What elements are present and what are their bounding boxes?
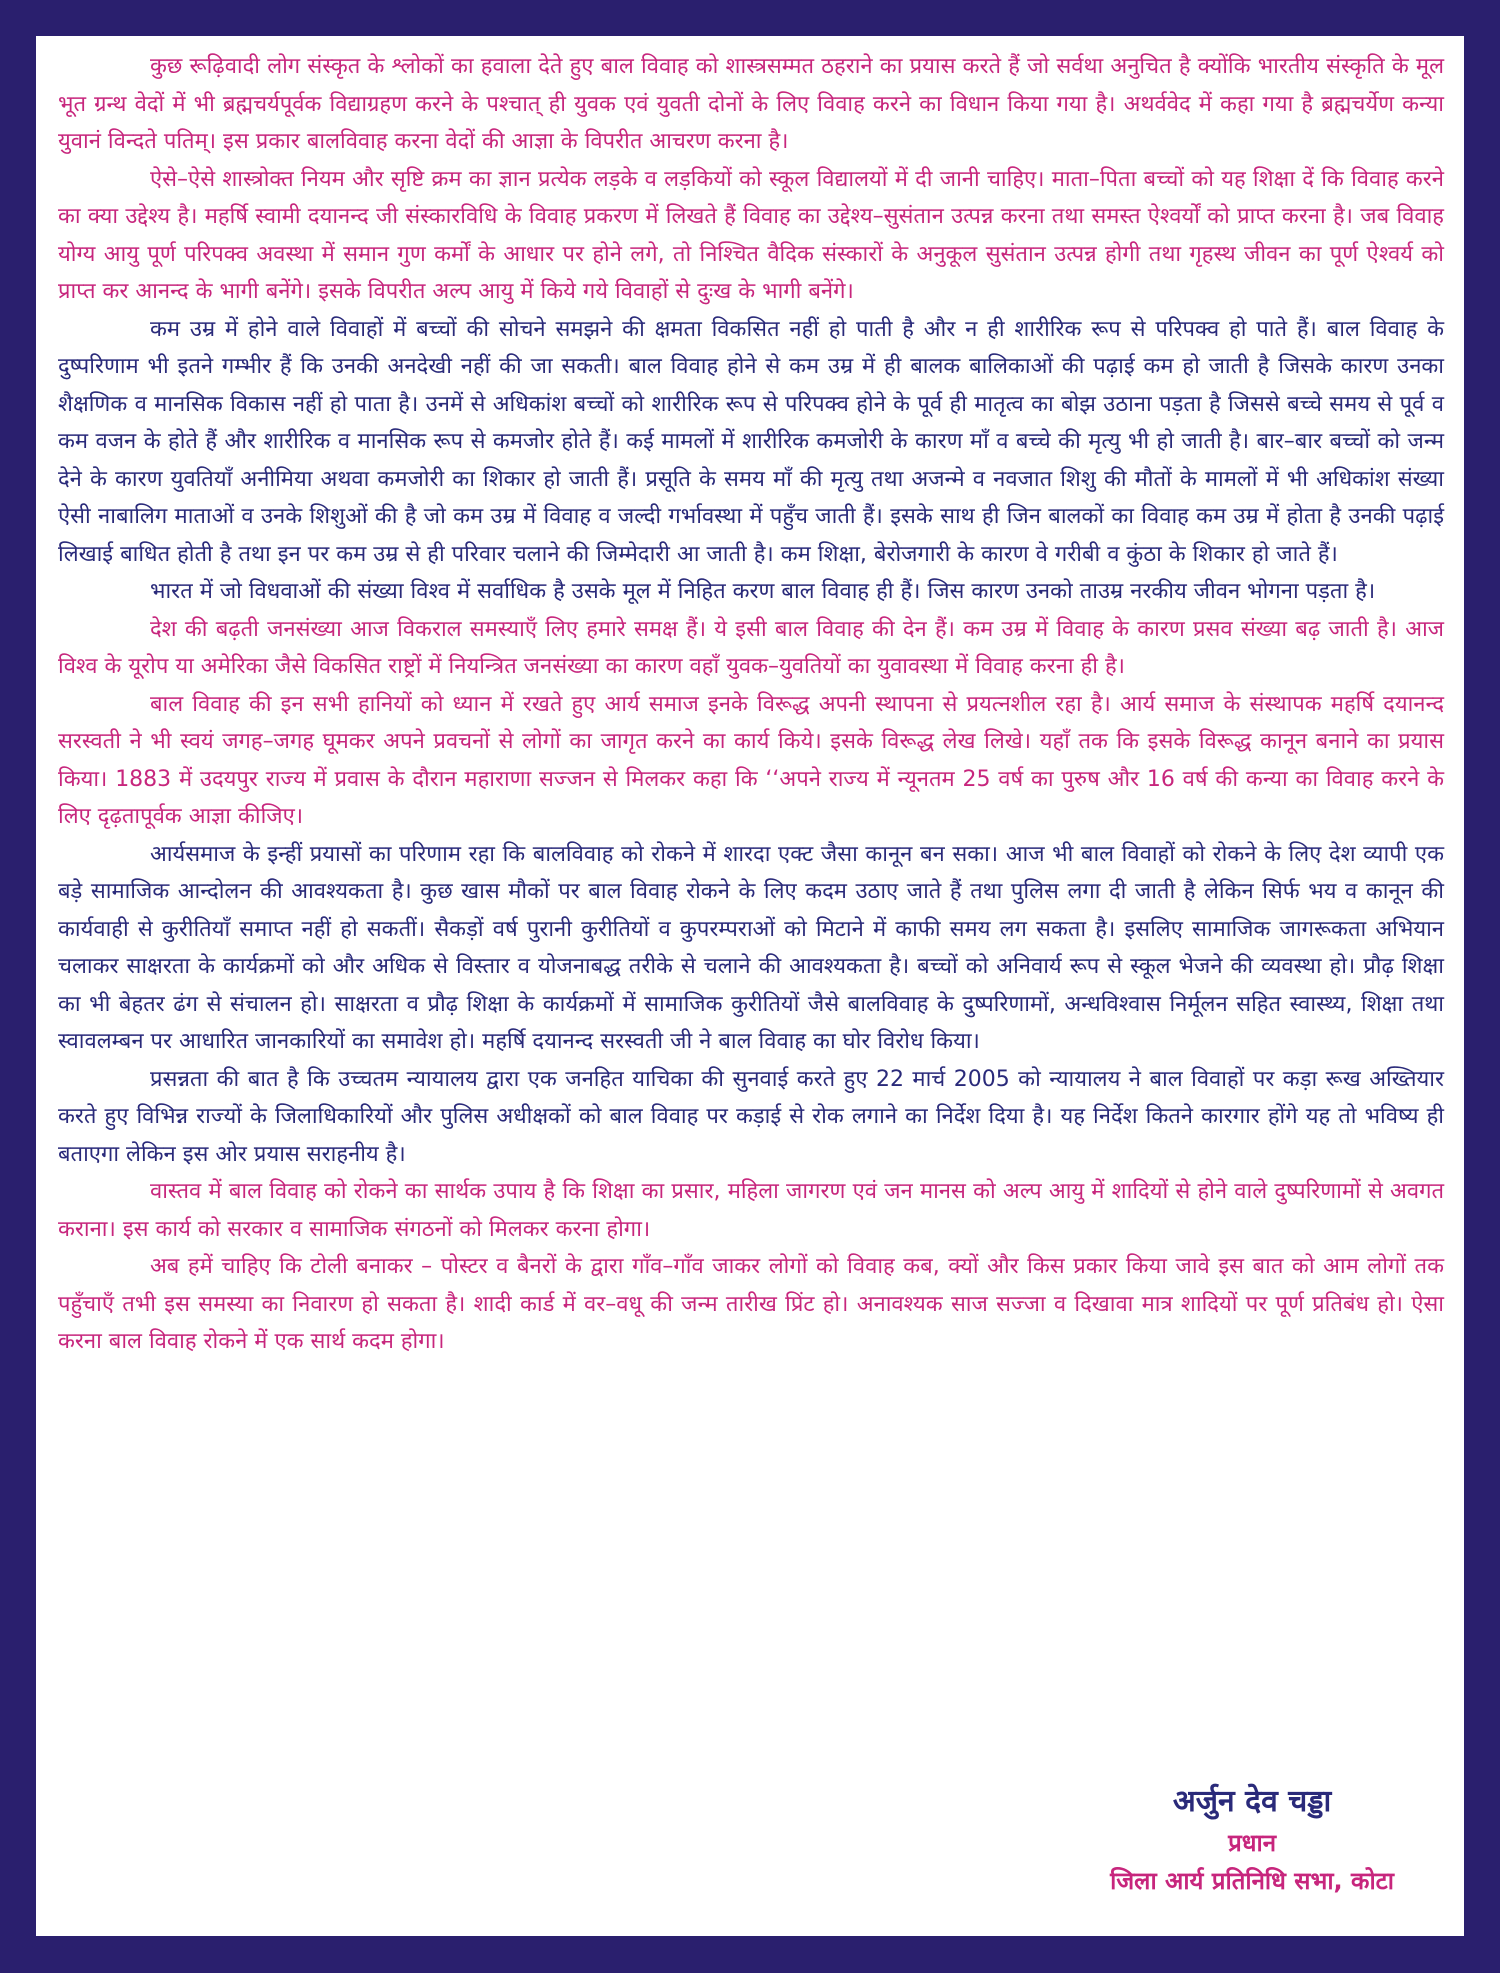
paragraph-5: देश की बढ़ती जनसंख्या आज विकराल समस्याएँ लिए हमारे समक्ष हैं। ये इसी बाल विवाह की देन हैं। कम उम्र में विवाह के कारण प्रसव संख्या बढ़ जाती है। आज विश्व के यूरोप या अमेरिका जैसे विकसित राष्ट्रों में नियन्त्रित जनसंख्या का कारण वहाँ युवक–युवतियों का युवावस्था में विवाह करना ही है। [58, 616, 1444, 679]
signatory-role: प्रधान [1228, 1829, 1277, 1857]
paragraph-2: ऐसे–ऐसे शास्त्रोक्त नियम और सृष्टि क्रम का ज्ञान प्रत्येक लड़के व लड़कियों को स्कूल विद्यालयों में दी जानी चाहिए। माता–पिता बच्चों को यह शिक्षा दें कि विवाह करने का क्या उद्देश्य है। महर्षि स्वामी दयानन्द जी संस्कारविधि के विवाह प्रकरण में लिखते हैं विवाह का उद्देश्य–सुसंतान उत्पन्न करना तथा समस्त ऐश्वर्यों को प्राप्त करना है। जब विवाह योग्य आयु पूर्ण परिपक्व अवस्था में समान गुण कर्मों के आधार पर होने लगे, तो निश्चित वैदिक संस्कारों के अनुकूल सुसंतान उत्पन्न होगी तथा गृहस्थ जीवन का पूर्ण ऐश्वर्य को प्राप्त कर आनन्द के भागी बनेंगे। इसके विपरीत अल्प आयु में किये गये विवाहों से दुःख के भागी बनेंगे। [58, 166, 1444, 304]
signatory-name: अर्जुन देव चड्डा [1172, 1784, 1332, 1819]
signature-block [1110, 1780, 1394, 1900]
page-frame [36, 36, 1464, 1936]
signatory-organization: जिला आर्य प्रतिनिधि सभा, कोटा [1110, 1867, 1394, 1895]
paragraph-1: कुछ रूढ़िवादी लोग संस्कृत के श्लोकों का हवाला देते हुए बाल विवाह को शास्त्रसम्मत ठहराने का प्रयास करते हैं जो सर्वथा अनुचित है क्योंकि भारतीय संस्कृति के मूल भूत ग्रन्थ वेदों में भी ब्रह्मचर्यपूर्वक विद्याग्रहण करने के पश्चात् ही युवक एवं युवती दोनों के लिए विवाह करने का विधान किया गया है। अथर्ववेद में कहा गया है ब्रह्मचर्येण कन्या युवानं विन्दते पतिम्। इस प्रकार बालविवाह करना वेदों की आज्ञा के विपरीत आचरण करना है। [58, 54, 1444, 154]
paragraph-10: अब हमें चाहिए कि टोली बनाकर – पोस्टर व बैनरों के द्वारा गाँव–गाँव जाकर लोगों को विवाह कब, क्यों और किस प्रकार किया जावे इस बात को आम लोगों तक पहुँचाएँ तभी इस समस्या का निवारण हो सकता है। शादी कार्ड में वर–वधू की जन्म तारीख प्रिंट हो। अनावश्यक साज सज्जा व दिखावा मात्र शादियों पर पूर्ण प्रतिबंध हो। ऐसा करना बाल विवाह रोकने में एक सार्थ कदम होगा। [58, 1254, 1444, 1354]
paragraph-8: प्रसन्नता की बात है कि उच्चतम न्यायालय द्वारा एक जनहित याचिका की सुनवाई करते हुए 22 मार्च 2005 को न्यायालय ने बाल विवाहों पर कड़ा रूख अख्तियार करते हुए विभिन्न राज्यों के जिलाधिकारियों और पुलिस अधीक्षकों को बाल विवाह पर कड़ाई से रोक लगाने का निर्देश दिया है। यह निर्देश कितने कारगार होंगे यह तो भविष्य ही बताएगा लेकिन इस ओर प्रयास सराहनीय है। [58, 1066, 1444, 1167]
paragraph-7: आर्यसमाज के इन्हीं प्रयासों का परिणाम रहा कि बालविवाह को रोकने में शारदा एक्ट जैसा कानून बन सका। आज भी बाल विवाहों को रोकने के लिए देश व्यापी एक बड़े सामाजिक आन्दोलन की आवश्यकता है। कुछ खास मौकों पर बाल विवाह रोकने के लिए कदम उठाए जाते हैं तथा पुलिस लगा दी जाती है लेकिन सिर्फ भय व कानून की कार्यवाही से कुरीतियाँ समाप्त नहीं हो सकतीं। सैकड़ों वर्ष पुरानी कुरीतियों व कुपरम्पराओं को मिटाने में काफी समय लग सकता है। इसलिए सामाजिक जागरूकता अभियान चलाकर साक्षरता के कार्यक्रमों को और अधिक से विस्तार व योजनाबद्ध तरीके से चलाने की आवश्यकता है। बच्चों को अनिवार्य रूप से स्कूल भेजने की व्यवस्था हो। प्रौढ़ शिक्षा का भी बेहतर ढंग से संचालन हो। साक्षरता व प्रौढ़ शिक्षा के कार्यक्रमों में सामाजिक कुरीतियों जैसे बालविवाह के दुष्परिणामों, अन्धविश्वास निर्मूलन सहित स्वास्थ्य, शिक्षा तथा स्वावलम्बन पर आधारित जानकारियों का समावेश हो। महर्षि दयानन्द सरस्वती जी ने बाल विवाह का घोर विरोध किया। [58, 841, 1444, 1054]
article-body [58, 48, 1444, 1361]
paragraph-3: कम उम्र में होने वाले विवाहों में बच्चों की सोचने समझने की क्षमता विकसित नहीं हो पाती है और न ही शारीरिक रूप से परिपक्व हो पाते हैं। बाल विवाह के दुष्परिणाम भी इतने गम्भीर हैं कि उनकी अनदेखी नहीं की जा सकती। बाल विवाह होने से कम उम्र में ही बालक बालिकाओं की पढ़ाई कम हो जाती है जिसके कारण उनका शैक्षणिक व मानसिक विकास नहीं हो पाता है। उनमें से अधिकांश बच्चों को शारीरिक रूप से परिपक्व होने के पूर्व ही मातृत्व का बोझ उठाना पड़ता है जिससे बच्चे समय से पूर्व व कम वजन के होते हैं और शारीरिक व मानसिक रूप से कमजोर होते हैं। कई मामलों में शारीरिक कमजोरी के कारण माँ व बच्चे की मृत्यु भी हो जाती है। बार–बार बच्चों को जन्म देने के कारण युवतियाँ अनीमिया अथवा कमजोरी का शिकार हो जाती हैं। प्रसूति के समय माँ की मृत्यु तथा अजन्मे व नवजात शिशु की मौतों के मामलों में भी अधिकांश संख्या ऐसी नाबालिग माताओं व उनके शिशुओं की है जो कम उम्र में विवाह व जल्दी गर्भावस्था में पहुँच जाती हैं। इसके साथ ही जिन बालकों का विवाह कम उम्र में होता है उनकी पढ़ाई लिखाई बाधित होती है तथा इन पर कम उम्र से ही परिवार चलाने की जिम्मेदारी आ जाती है। कम शिक्षा, बेरोजगारी के कारण वे गरीबी व कुंठा के शिकार हो जाते हैं। [58, 316, 1444, 567]
paragraph-4: भारत में जो विधवाओं की संख्या विश्व में सर्वाधिक है उसके मूल में निहित करण बाल विवाह ही हैं। जिस कारण उनको ताउम्र नरकीय जीवन भोगना पड़ता है। [150, 579, 1376, 604]
paragraph-9: वास्तव में बाल विवाह को रोकने का सार्थक उपाय है कि शिक्षा का प्रसार, महिला जागरण एवं जन मानस को अल्प आयु में शादियों से होने वाले दुष्परिणामों से अवगत कराना। इस कार्य को सरकार व सामाजिक संगठनों को मिलकर करना होगा। [58, 1179, 1444, 1242]
paragraph-6: बाल विवाह की इन सभी हानियों को ध्यान में रखते हुए आर्य समाज इनके विरूद्ध अपनी स्थापना से प्रयत्नशील रहा है। आर्य समाज के संस्थापक महर्षि दयानन्द सरस्वती ने भी स्वयं जगह–जगह घूमकर अपने प्रवचनों से लोगों का जागृत करने का कार्य किये। इसके विरूद्ध लेख लिखे। यहाँ तक कि इसके विरूद्ध कानून बनाने का प्रयास किया। 1883 में उदयपुर राज्य में प्रवास के दौरान महाराणा सज्जन से मिलकर कहा कि ‘‘अपने राज्य में न्यूनतम 25 वर्ष का पुरुष और 16 वर्ष की कन्या का विवाह करने के लिए दृढ़तापूर्वक आज्ञा कीजिए। [58, 691, 1444, 829]
